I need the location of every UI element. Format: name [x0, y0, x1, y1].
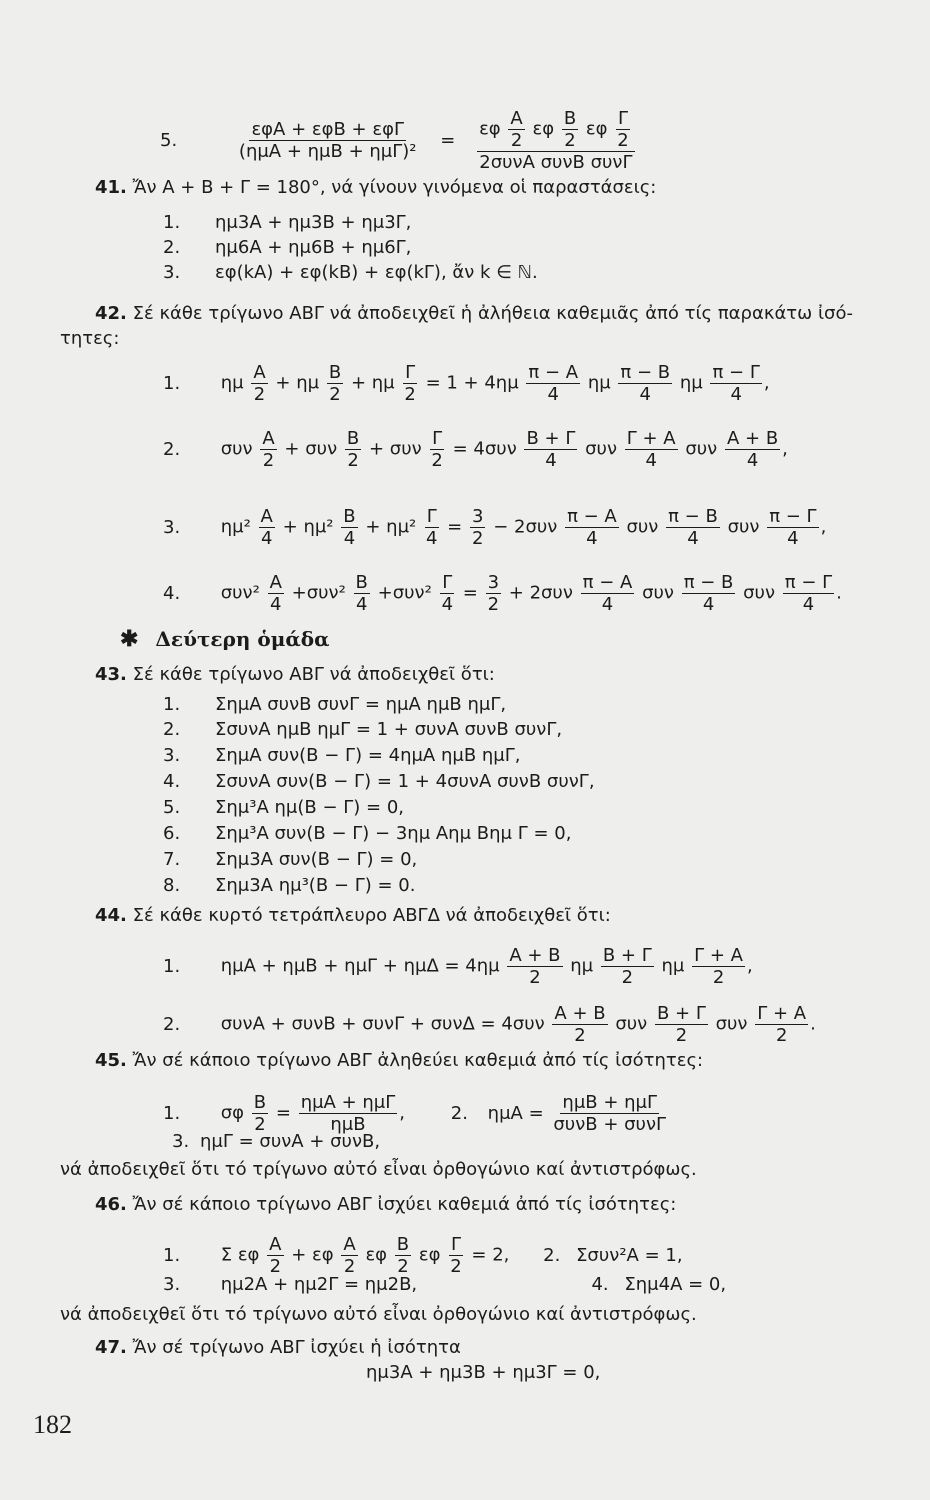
list-item: 2. ημ6Α + ημ6Β + ημ6Γ, [163, 237, 412, 258]
list-item: 1. ΣημΑ συνΒ συνΓ = ημΑ ημΒ ημΓ, [163, 694, 507, 715]
list-item: 3. ΣημΑ συν(Β − Γ) = 4ημΑ ημΒ ημΓ, [163, 745, 521, 766]
formula-42-3: 3. ημ² $\frac{A}{4}$ + ημ² $\frac{B}{4}$ + ημ² $\frac{\Gamma}{4}$ = $\frac{3}{2}$ − 2συν $\frac{\pi - A}{4}$ συν $\frac{\pi - B}{4}$ συν $\frac{\pi - \Gamma}{4}$ , [163, 506, 827, 549]
formula-45-1-2: 1. σφ $\frac{B}{2}$ = $\frac{\text{ημΑ + ημΓ}}{\text{ημΒ}}$ , 2. ημΑ = $\frac{\text{ημΒ + ημΓ}}{\text{συνΒ + συνΓ}}$ [163, 1092, 667, 1135]
exercise-conclusion: νά ἀποδειχθεῖ ὅτι τό τρίγωνο αὐτό εἶναι ὀρθογώνιο καί ἀντιστρόφως. [60, 1159, 697, 1180]
exercise-number: 46. [95, 1194, 127, 1215]
exercise-text: Σέ κάθε κυρτό τετράπλευρο ΑΒΓΔ νά ἀποδειχθεῖ ὅτι: [132, 905, 611, 926]
page-number: 182 [33, 1410, 72, 1439]
exercise-44-heading [95, 905, 611, 927]
section-heading [120, 628, 329, 650]
formula-44-2: 2. συνΑ + συνΒ + συνΓ + συνΔ = 4συν $\frac{A + B}{2}$ συν $\frac{B + \Gamma}{2}$ συν $\frac{\Gamma + A}{2}$ . [163, 1003, 816, 1046]
list-item: 8. Σημ3Α ημ³(Β − Γ) = 0. [163, 875, 416, 896]
exercise-text: Σέ κάθε τρίγωνο ΑΒΓ νά ἀποδειχθεῖ ὅτι: [132, 664, 495, 685]
formula-42-1: 1. ημ $\frac{A}{2}$ + ημ $\frac{B}{2}$ + ημ $\frac{\Gamma}{2}$ = 1 + 4ημ $\frac{\pi - A}{4}$ ημ $\frac{\pi - B}{4}$ ημ $\frac{\pi - \Gamma}{4}$ , [163, 362, 770, 405]
formula-46-3-4: 3. ημ2Α + ημ2Γ = ημ2Β, 4. Σημ4Α = 0, [163, 1274, 727, 1295]
fraction: εφ $\frac{A}{2}$ εφ $\frac{B}{2}$ εφ $\frac{\Gamma}{2}$ 2συνΑ συνΒ συνΓ [477, 108, 635, 173]
list-item: 6. Σημ³Α συν(Β − Γ) − 3ημ Αημ Βημ Γ = 0, [163, 823, 572, 844]
exercise-text: Ἄν Α + Β + Γ = 180°, νά γίνουν γινόμενα οἱ παραστάσεις: [132, 177, 657, 198]
exercise-number: 45. [95, 1050, 127, 1071]
formula-5: 5. $\frac{\text{εφΑ + εφΒ + εφΓ}}{\text{(ημΑ + ημΒ + ημΓ)²}}$ = εφ $\frac{A}{2}$ εφ $\frac{B}{2}$ εφ $\frac{\Gamma}{2}$ 2συνΑ συνΒ συνΓ [160, 108, 637, 173]
exercise-number: 43. [95, 664, 127, 685]
star-icon: ✱ [120, 626, 139, 652]
exercise-text-cont: τητες: [60, 328, 120, 349]
list-item: 5. Σημ³Α ημ(Β − Γ) = 0, [163, 797, 404, 818]
exercise-number: 44. [95, 905, 127, 926]
exercise-number: 41. [95, 177, 127, 198]
list-item: 4. ΣσυνΑ συν(Β − Γ) = 1 + 4συνΑ συνΒ συνΓ, [163, 771, 595, 792]
exercise-42-heading [95, 303, 853, 325]
exercise-conclusion: νά ἀποδειχθεῖ ὅτι τό τρίγωνο αὐτό εἶναι ὀρθογώνιο καί ἀντιστρόφως. [60, 1304, 697, 1325]
exercise-text: Ἄν σέ τρίγωνο ΑΒΓ ἰσχύει ἡ ἰσότητα [132, 1337, 461, 1358]
list-item: 7. Σημ3Α συν(Β − Γ) = 0, [163, 849, 418, 870]
fraction: $\frac{\text{εφΑ + εφΒ + εφΓ}}{\text{(ημΑ + ημΒ + ημΓ)²}}$ [238, 119, 417, 162]
exercise-45-heading [95, 1050, 703, 1072]
exercise-41-heading [95, 177, 656, 199]
list-item: 2. ΣσυνΑ ημΒ ημΓ = 1 + συνΑ συνΒ συνΓ, [163, 719, 563, 740]
list-item: 3. εφ(kA) + εφ(kB) + εφ(kΓ), ἄν k ∈ ℕ. [163, 262, 538, 283]
formula-42-4: 4. συν² $\frac{A}{4}$ +συν² $\frac{B}{4}$ +συν² $\frac{\Gamma}{4}$ = $\frac{3}{2}$ + 2συν $\frac{\pi - A}{4}$ συν $\frac{\pi - B}{4}$ συν $\frac{\pi - \Gamma}{4}$ . [163, 572, 842, 615]
exercise-number: 42. [95, 303, 127, 324]
formula-46-1-2: 1. Σ εφ $\frac{A}{2}$ + εφ $\frac{A}{2}$ εφ $\frac{B}{2}$ εφ $\frac{\Gamma}{2}$ = 2, 2. Σσυν²Α = 1, [163, 1234, 683, 1277]
list-item: 1. ημ3Α + ημ3Β + ημ3Γ, [163, 212, 412, 233]
formula-47: ημ3Α + ημ3Β + ημ3Γ = 0, [366, 1362, 601, 1383]
item-number: 5. [160, 129, 178, 151]
formula-42-2: 2. συν $\frac{A}{2}$ + συν $\frac{B}{2}$ + συν $\frac{\Gamma}{2}$ = 4συν $\frac{B + \Gamma}{4}$ συν $\frac{\Gamma + A}{4}$ συν $\frac{A + B}{4}$ , [163, 428, 788, 471]
exercise-43-heading [95, 664, 495, 686]
formula-44-1: 1. ημΑ + ημΒ + ημΓ + ημΔ = 4ημ $\frac{A + B}{2}$ ημ $\frac{B + \Gamma}{2}$ ημ $\frac{\Gamma + A}{2}$ , [163, 945, 753, 988]
exercise-46-heading [95, 1194, 676, 1216]
exercise-text: Ἄν σέ κάποιο τρίγωνο ΑΒΓ ἀληθεύει καθεμιά ἀπό τίς ἰσότητες: [132, 1050, 704, 1071]
list-item: 3. ημΓ = συνΑ + συνΒ, [172, 1131, 381, 1152]
section-title: Δεύτερη ὁμάδα [155, 627, 330, 651]
exercise-text: Σέ κάθε τρίγωνο ΑΒΓ νά ἀποδειχθεῖ ἡ ἀλήθεια καθεμιᾶς ἀπό τίς παρακάτω ἰσό- [132, 303, 853, 324]
exercise-number: 47. [95, 1337, 127, 1358]
exercise-text: Ἄν σέ κάποιο τρίγωνο ΑΒΓ ἰσχύει καθεμιά ἀπό τίς ἰσότητες: [132, 1194, 677, 1215]
exercise-47-heading [95, 1337, 461, 1359]
